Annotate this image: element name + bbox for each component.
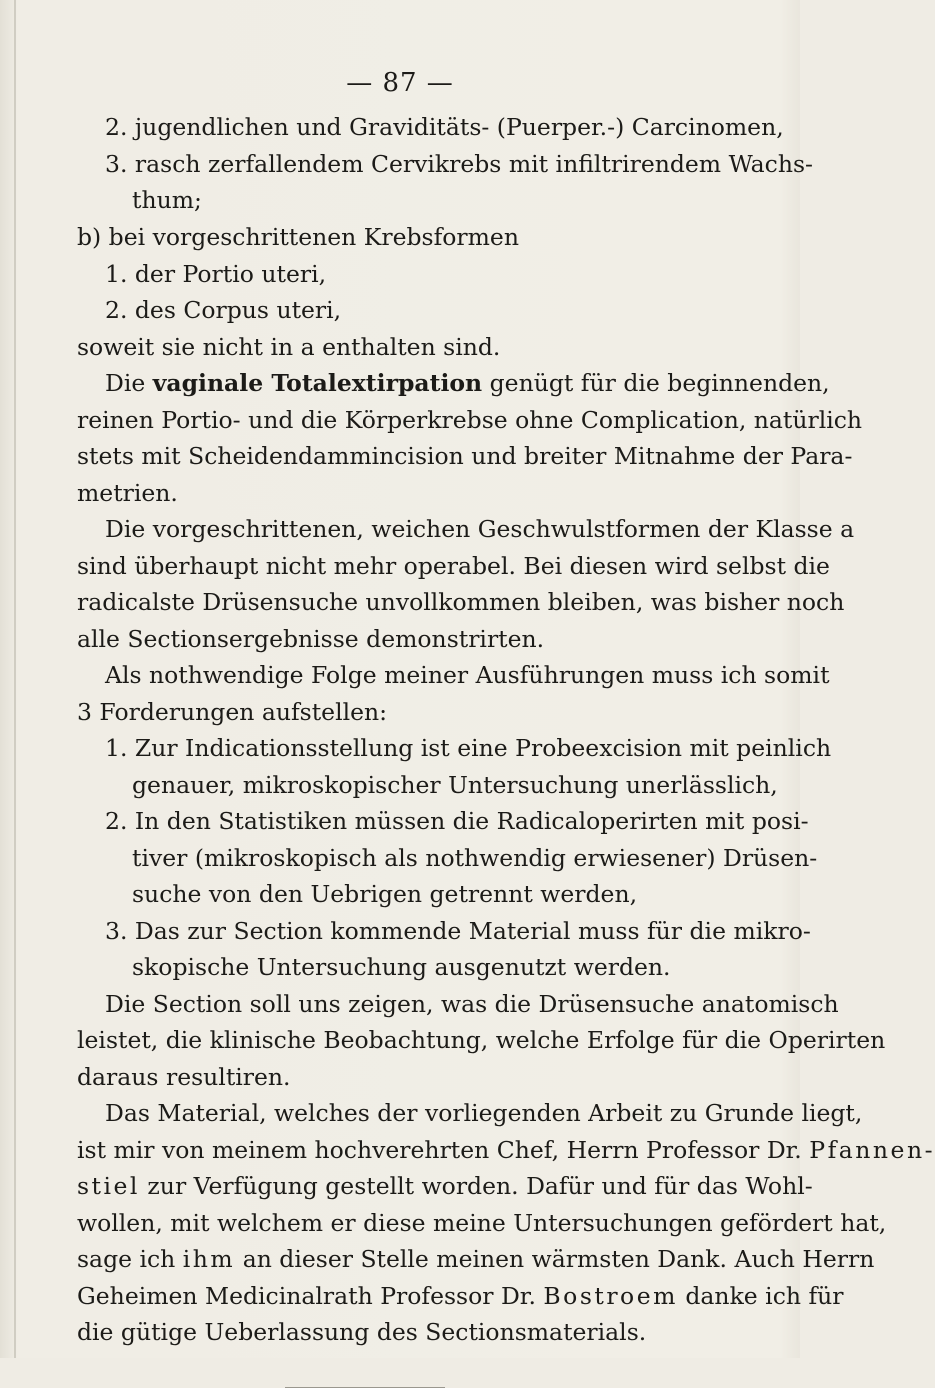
text-line: tiver (mikroskopisch als nothwendig erwiesener) Drüsen-	[132, 844, 818, 872]
emphasis-bold: vaginale Totalextirpation	[152, 369, 483, 397]
text-line: alle Sectionsergebnisse demonstrirten.	[77, 625, 545, 653]
text-line: skopische Untersuchung ausgenutzt werden.	[132, 953, 671, 981]
text-line: radicalste Drüsensuche unvollkommen bleiben, was bisher noch	[77, 588, 845, 616]
spaced-name: Pfannen-	[809, 1136, 935, 1164]
text-line: 3. Das zur Section kommende Material muss für die mikro-	[105, 917, 811, 945]
text-line: ist mir von meinem hochverehrten Chef, Herrn Professor Dr. Pfannen-	[77, 1136, 935, 1164]
text-line: suche von den Uebrigen getrennt werden,	[132, 880, 638, 908]
text-line: die gütige Ueberlassung des Sectionsmaterials.	[77, 1318, 647, 1346]
text-line: Als nothwendige Folge meiner Ausführungen muss ich somit	[105, 661, 830, 689]
text-line: 2. des Corpus uteri,	[105, 296, 342, 324]
text-line: soweit sie nicht in a enthalten sind.	[77, 333, 501, 361]
text-line: wollen, mit welchem er diese meine Untersuchungen gefördert hat,	[77, 1209, 887, 1237]
text-line: 3. rasch zerfallendem Cervikrebs mit infiltrirendem Wachs-	[105, 150, 813, 178]
page-number: — 87 —	[346, 68, 454, 98]
text-line: 2. jugendlichen und Graviditäts- (Puerper.-) Carcinomen,	[105, 113, 784, 141]
text-line: Die vaginale Totalextirpation genügt für die beginnenden,	[105, 369, 830, 397]
text-line: Das Material, welches der vorliegenden Arbeit zu Grunde liegt,	[105, 1099, 863, 1127]
text-line: sage ich ihm an dieser Stelle meinen wärmsten Dank. Auch Herrn	[77, 1245, 875, 1273]
text-line: reinen Portio- und die Körperkrebse ohne Complication, natürlich	[77, 406, 863, 434]
text-line: 2. In den Statistiken müssen die Radicaloperirten mit posi-	[105, 807, 809, 835]
text-line: Die vorgeschrittenen, weichen Geschwulstformen der Klasse a	[105, 515, 855, 543]
text-line: Geheimen Medicinalrath Professor Dr. Bostroem danke ich für	[77, 1282, 844, 1310]
text-line: 1. Zur Indicationsstellung ist eine Probeexcision mit peinlich	[105, 734, 832, 762]
text-line: thum;	[132, 186, 202, 214]
text-line: daraus resultiren.	[77, 1063, 291, 1091]
text-line: stets mit Scheidendammincision und breiter Mitnahme der Para-	[77, 442, 853, 470]
text-line: metrien.	[77, 479, 178, 507]
spaced-name: ihm	[182, 1245, 236, 1273]
text-line: 1. der Portio uteri,	[105, 260, 327, 288]
text-line: b) bei vorgeschrittenen Krebsformen	[77, 223, 519, 251]
spaced-name: Bostroem	[543, 1282, 678, 1310]
text-line: stiel zur Verfügung gestellt worden. Dafür und für das Wohl-	[77, 1172, 813, 1200]
text-line: sind überhaupt nicht mehr operabel. Bei diesen wird selbst die	[77, 552, 830, 580]
text-line: genauer, mikroskopischer Untersuchung unerlässlich,	[132, 771, 778, 799]
spaced-name: stiel	[77, 1172, 140, 1200]
text-line: 3 Forderungen aufstellen:	[77, 698, 388, 726]
text-line: leistet, die klinische Beobachtung, welche Erfolge für die Operirten	[77, 1026, 886, 1054]
text-line: Die Section soll uns zeigen, was die Drüsensuche anatomisch	[105, 990, 839, 1018]
page-edge-shadow	[14, 0, 16, 1358]
